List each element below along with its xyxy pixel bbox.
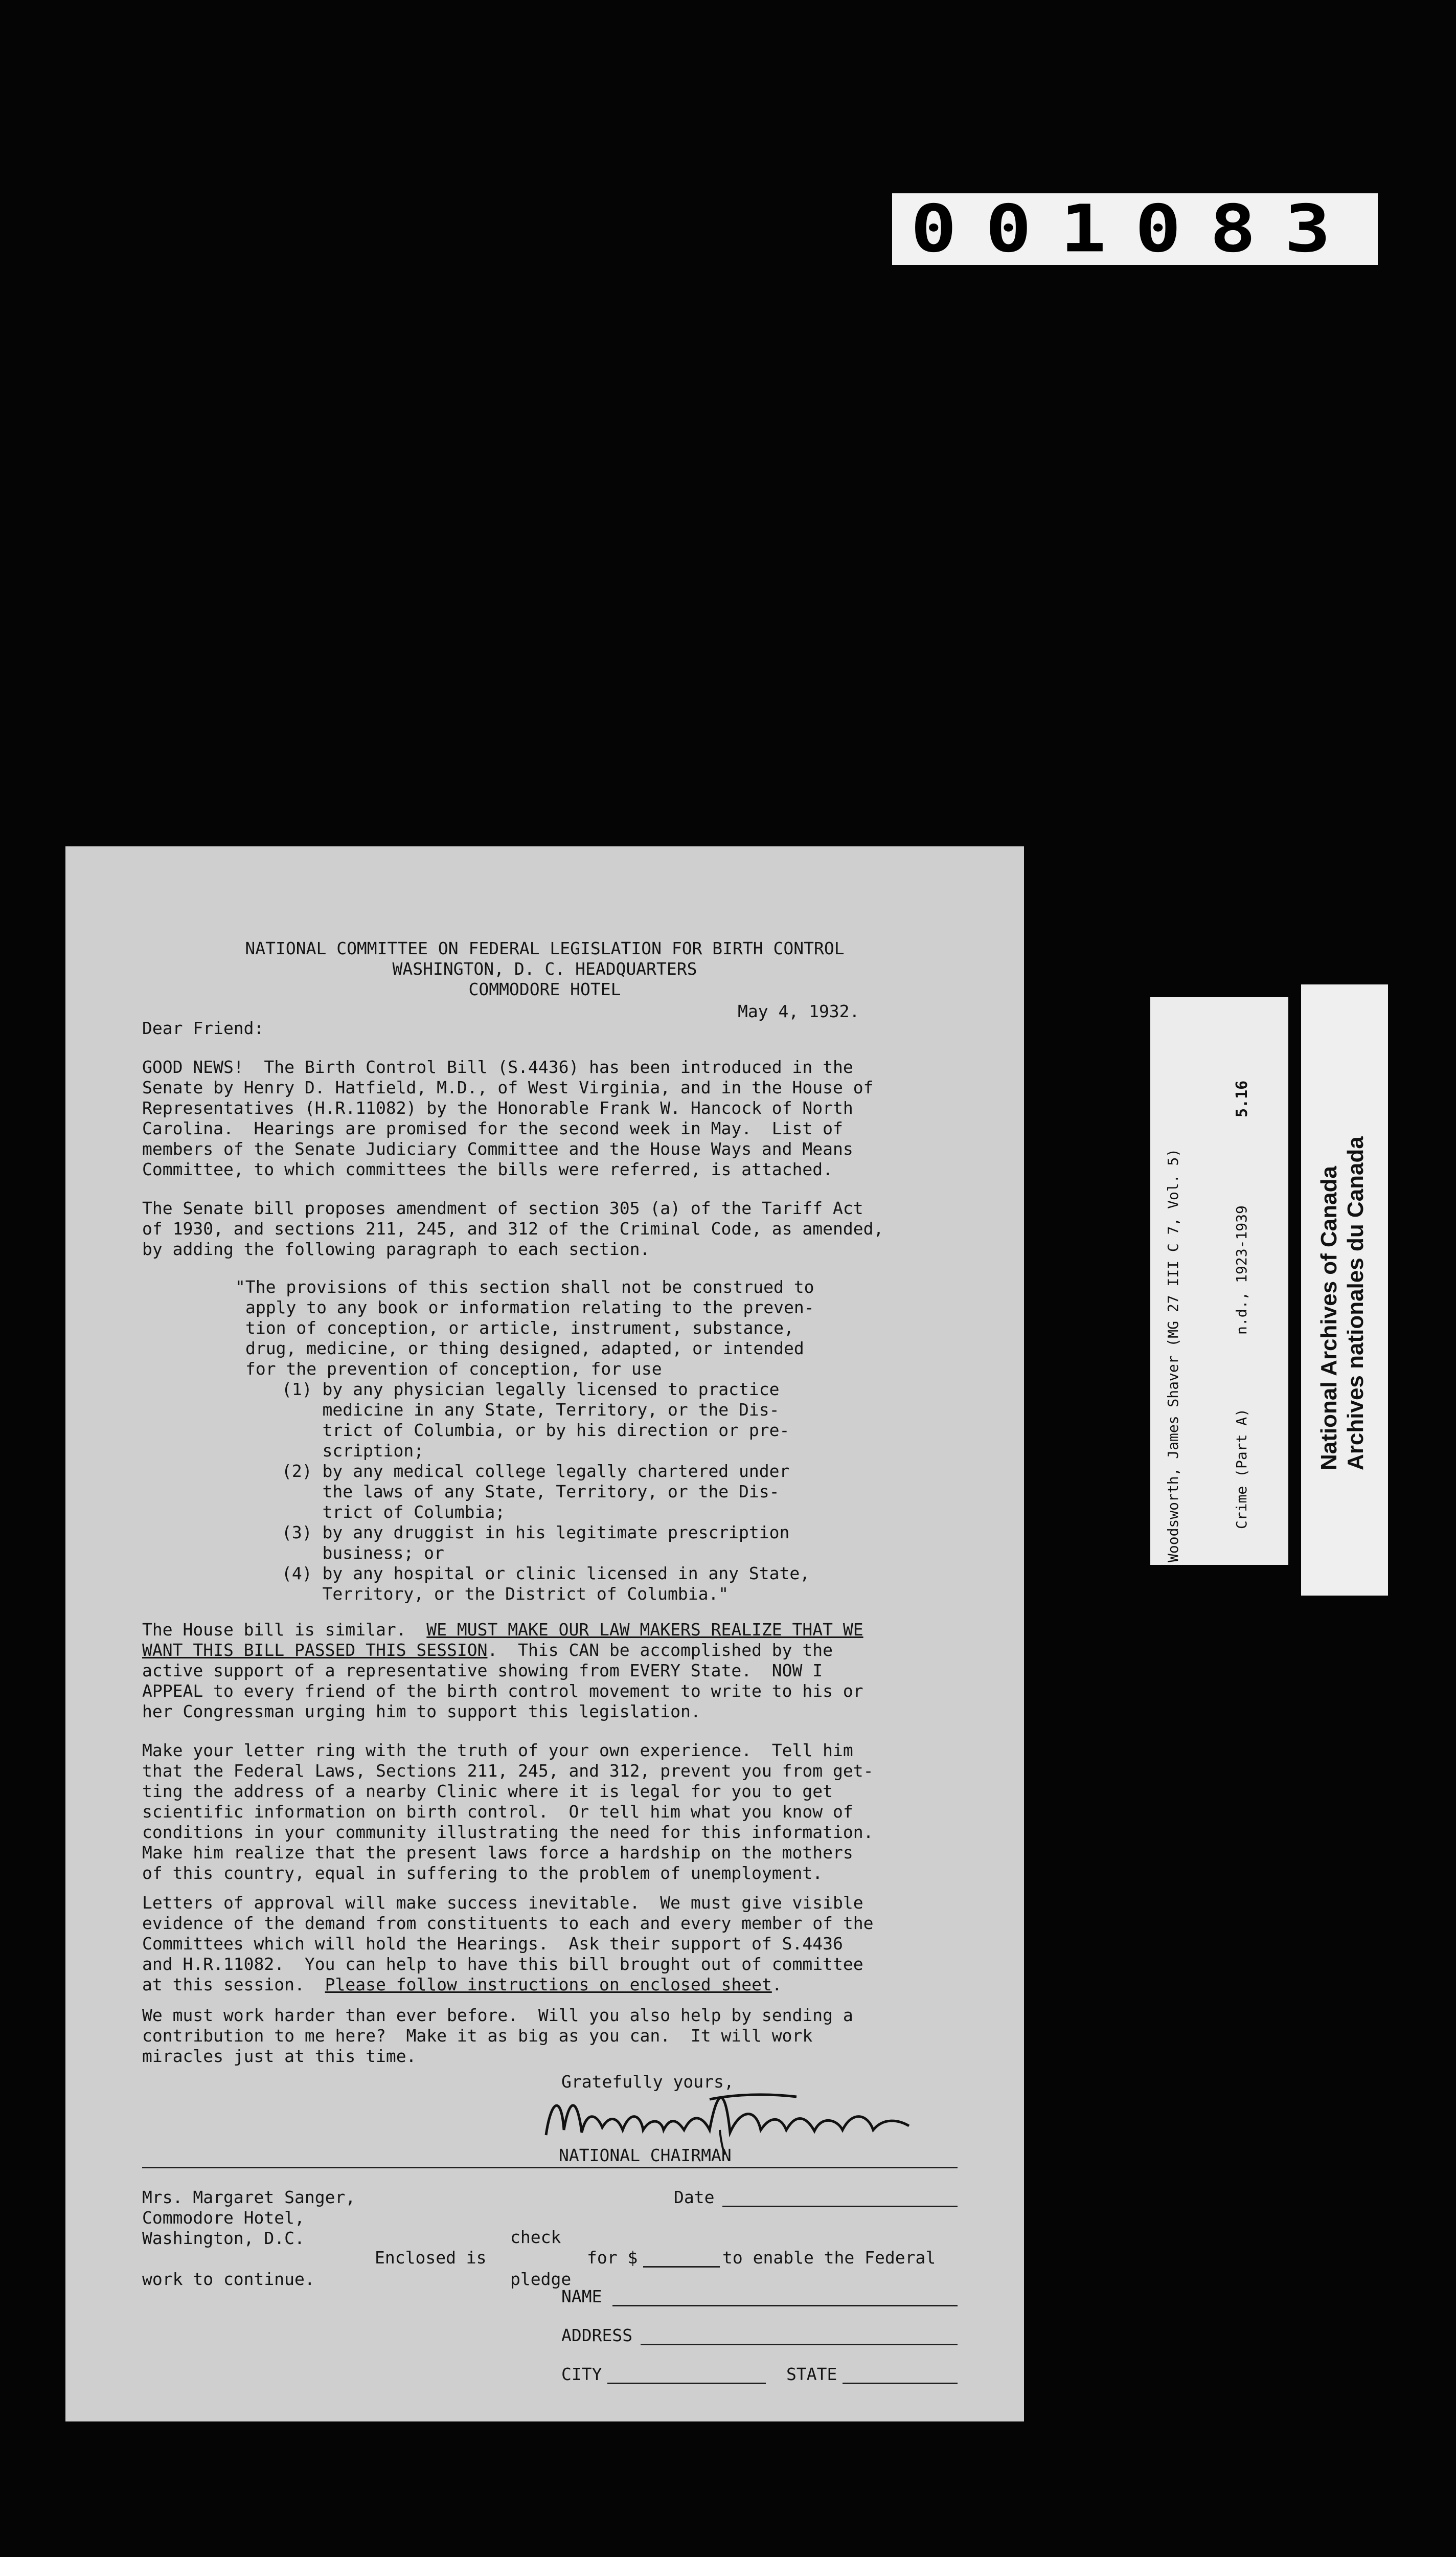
work-text: work to continue.	[142, 2269, 315, 2289]
file-title: Crime (Part A)	[1233, 1408, 1250, 1529]
check-option[interactable]: check	[510, 2227, 561, 2247]
letterhead-line-2: WASHINGTON, D. C. HEADQUARTERS	[392, 959, 697, 979]
archive-name-french: Archives nationales du Canada	[1343, 1136, 1368, 1470]
form-address-3: Washington, D.C.	[142, 2228, 305, 2248]
list-item-2: (2) by any medical college legally chartered under	[282, 1461, 790, 1481]
closing: Gratefully yours,	[561, 2072, 734, 2092]
form-address-1: Mrs. Margaret Sanger,	[142, 2187, 356, 2207]
instructions-underlined: Please follow instructions on enclosed sheet	[325, 1975, 772, 1994]
date-label: Date	[674, 2187, 715, 2207]
salutation: Dear Friend:	[142, 1018, 264, 1038]
state-field[interactable]	[843, 2383, 958, 2384]
folder-number: 5.16	[1233, 1080, 1251, 1117]
archive-file-label	[1150, 997, 1288, 1565]
name-field[interactable]	[612, 2305, 958, 2306]
enable-text: to enable the Federal	[722, 2248, 936, 2268]
frame-number: 001083	[911, 191, 1359, 267]
handwritten-signature	[541, 2079, 950, 2156]
emphasis-underlined: WE MUST MAKE OUR LAW MAKERS REALIZE THAT WE	[426, 1620, 863, 1640]
emphasis-underlined-2: WANT THIS BILL PASSED THIS SESSION	[142, 1640, 488, 1660]
separator-line	[142, 2167, 958, 2168]
name-label: NAME	[561, 2286, 602, 2306]
date-field[interactable]	[722, 2206, 958, 2207]
pledge-option[interactable]: pledge	[510, 2269, 572, 2289]
address-label: ADDRESS	[561, 2325, 633, 2345]
signatory-title: NATIONAL CHAIRMAN	[559, 2145, 732, 2165]
form-address-2: Commodore Hotel,	[142, 2208, 305, 2228]
collection-reference: Woodsworth, James Shaver (MG 27 III C 7, Vol. 5)	[1165, 1148, 1181, 1562]
city-label: CITY	[561, 2364, 602, 2384]
letter-date: May 4, 1932.	[738, 1001, 860, 1021]
list-item-1: (1) by any physician legally licensed to practice	[282, 1379, 780, 1399]
frame-number-banner	[892, 193, 1378, 265]
file-dates: n.d., 1923-1939	[1233, 1205, 1250, 1335]
list-item-4: (4) by any hospital or clinic licensed in any State,	[282, 1563, 810, 1583]
archive-name-tab	[1301, 984, 1388, 1596]
amount-field[interactable]	[643, 2266, 720, 2268]
state-label: STATE	[786, 2364, 837, 2384]
letterhead-line-1: NATIONAL COMMITTEE ON FEDERAL LEGISLATION FOR BIRTH CONTROL	[245, 938, 845, 958]
letterhead-line-3: COMMODORE HOTEL	[468, 979, 621, 999]
enclosed-label: Enclosed is	[375, 2248, 487, 2268]
amount-label: for $	[587, 2248, 638, 2268]
city-field[interactable]	[607, 2383, 766, 2384]
letter-page: NATIONAL COMMITTEE ON FEDERAL LEGISLATION FOR BIRTH CONTROL WASHINGTON, D. C. HEADQUARTERS COMMODORE HOTEL May 4, 1932. Dear Friend: GOOD NEWS! The Birth Control Bill (S.4436) has been introduced in the Senate by Henry D. Hatfield, M.D., of West Virginia, and in the House of Representatives (H.R.11082) by the Honorable Frank W. Hancock of North Carolina. Hearings are promised for the second week in May. List of members of the Senate Judiciary Committee and the House Ways and Means Committee, to which committees the bills were referred, is attached. The Senate bill proposes amendment of section 305 (a) of the Tariff Act of 1930, and sections 211, 245, and 312 of the Criminal Code, as amended, by adding the following paragraph to each section. "The provisions of this section shall not be construed to apply to any book or information relating to the preven- tion of conception, or article, instrument, substance, drug, medicine, or thing designed, adapted, or intended for the prevention of conception, for use (1) by any physician legally licensed to practice medicine in any State, Territory, or the Dis- trict of Columbia, or by his direction or pre- scription; (2) by any medical college legally chartered under the laws of any State, Territory, or the Dis- trict of Columbia; (3) by any druggist in his legitimate prescription business; or (4) by any hospital or clinic licensed in any State, Territory, or the District of Columbia." The House bill is similar. WE MUST MAKE OUR LAW MAKERS REALIZE THAT WE WANT THIS BILL PASSED THIS SESSION. This CAN be accomplished by the active support of a representative showing from EVERY State. NOW I APPEAL to every friend of the birth control movement to write to his or her Congressman urging him to support this legislation. Make your letter ring with the truth of your own experience. Tell him that the Federal Laws, Sections 211, 245, and 312, prevent you from get- ting the address of a nearby Clinic where it is legal for you to get scientific information on birth control. Or tell him what you know of conditions in your community illustrating the need for this information. Make him realize that the present laws force a hardship on the mothers of this country, equal in suffering to the problem of unemployment. Letters of approval will make success inevitable. We must give visible evidence of the demand from constituents to each and every member of the Committees which will hold the Hearings. Ask their support of S.4436 and H.R.11082. You can help to have this bill brought out of committee at this session. Please follow instructions on enclosed sheet. We must work harder than ever before. Will you also help by sending a contribution to me here? Make it as big as you can. It will work miracles just at this time. Gratefully yours, NATIONAL CHAIRMAN Mrs. Margaret Sanger, Commodore Hotel, Washington, D.C. Date check Enclosed is for $ to enable the Federal work to continue. pledge NAME ADDRESS CITY STATE	[65, 846, 1024, 2421]
address-field[interactable]	[641, 2344, 958, 2345]
list-item-3: (3) by any druggist in his legitimate prescription	[282, 1522, 790, 1542]
archive-name-english: National Archives of Canada	[1316, 1166, 1341, 1470]
